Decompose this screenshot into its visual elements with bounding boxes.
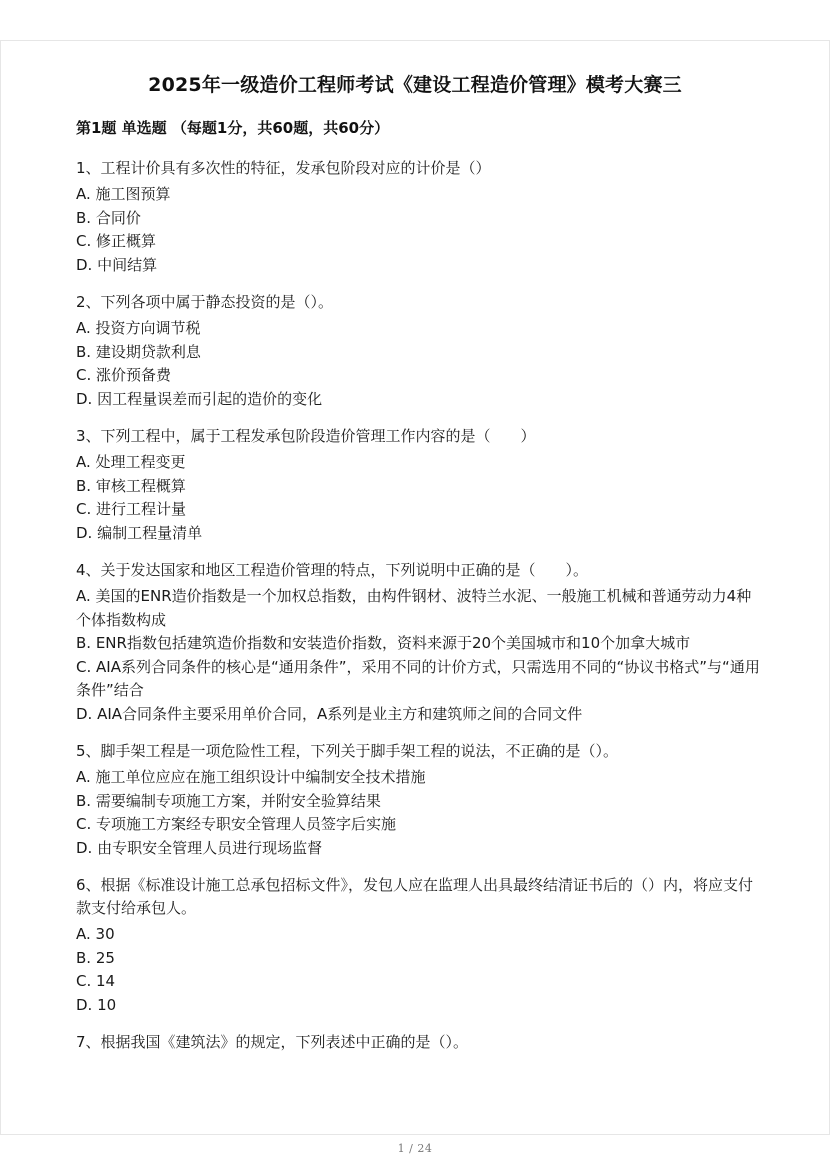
question-stem: 2、下列各项中属于静态投资的是（）。 xyxy=(76,293,334,311)
answer-option: B. 审核工程概算 xyxy=(76,476,186,495)
question-block xyxy=(76,559,766,726)
answer-option: D. 因工程量误差而引起的造价的变化 xyxy=(76,389,323,408)
page-edge-left xyxy=(0,40,1,1135)
answer-option: A. 投资方向调节税 xyxy=(76,319,201,337)
answer-option: B. 25 xyxy=(76,948,115,967)
question-block xyxy=(76,425,766,545)
answer-option: D. AIA合同条件主要采用单价合同，A系列是业主方和建筑师之间的合同文件 xyxy=(76,704,583,723)
question-block xyxy=(76,1031,766,1054)
answer-option: A. 施工单位应应在施工组织设计中编制安全技术措施 xyxy=(76,768,426,786)
answer-option: B. 合同价 xyxy=(76,208,141,227)
section-heading: 第1题 单选题 （每题1分，共60题，共60分） xyxy=(76,119,390,137)
answer-option: B. ENR指数包括建筑造价指数和安装造价指数，资料来源于20个美国城市和10个加拿大城市 xyxy=(76,634,691,652)
answer-option: A. 美国的ENR造价指数是一个加权总指数，由构件钢材、波特兰水泥、一般施工机械和普通劳动力4种个体指数构成 xyxy=(76,587,752,629)
answer-option: D. 中间结算 xyxy=(76,255,158,274)
question-stem: 4、关于发达国家和地区工程造价管理的特点，下列说明中正确的是（ ）。 xyxy=(76,561,589,579)
answer-option: C. 进行工程计量 xyxy=(76,500,187,518)
document-title: 2025年一级造价工程师考试《建设工程造价管理》模考大赛三 xyxy=(148,74,682,96)
answer-option: D. 由专职安全管理人员进行现场监督 xyxy=(76,838,323,857)
answer-option: A. 处理工程变更 xyxy=(76,453,186,471)
question-stem: 3、下列工程中，属于工程发承包阶段造价管理工作内容的是（ ） xyxy=(76,427,536,445)
answer-option: C. 14 xyxy=(76,972,116,990)
answer-option: C. 专项施工方案经专职安全管理人员签字后实施 xyxy=(76,815,397,833)
question-stem: 7、根据我国《建筑法》的规定，下列表述中正确的是（）。 xyxy=(76,1033,469,1051)
answer-option: A. 30 xyxy=(76,925,115,943)
answer-option: D. 编制工程量清单 xyxy=(76,523,203,542)
question-stem: 6、根据《标准设计施工总承包招标文件》，发包人应在监理人出具最终结清证书后的（）内，将应支付款支付给承包人。 xyxy=(76,876,754,917)
question-stem: 5、脚手架工程是一项危险性工程，下列关于脚手架工程的说法，不正确的是（）。 xyxy=(76,742,619,760)
answer-option: A. 施工图预算 xyxy=(76,185,171,203)
question-list xyxy=(76,157,766,1068)
answer-option: D. 10 xyxy=(76,995,117,1014)
answer-option: C. 涨价预备费 xyxy=(76,366,172,384)
question-stem: 1、工程计价具有多次性的特征，发承包阶段对应的计价是（） xyxy=(76,159,491,177)
question-block xyxy=(76,291,766,411)
question-block xyxy=(76,157,766,277)
answer-option: C. 修正概算 xyxy=(76,232,157,250)
question-block xyxy=(76,740,766,860)
question-block xyxy=(76,874,766,1017)
answer-option: B. 需要编制专项施工方案，并附安全验算结果 xyxy=(76,791,381,810)
answer-option: C. AIA系列合同条件的核心是“通用条件”，采用不同的计价方式，只需选用不同的“协议书格式”与“通用条件”结合 xyxy=(76,657,760,699)
answer-option: B. 建设期贷款利息 xyxy=(76,342,201,361)
page-indicator: 1 / 24 xyxy=(397,1142,433,1155)
